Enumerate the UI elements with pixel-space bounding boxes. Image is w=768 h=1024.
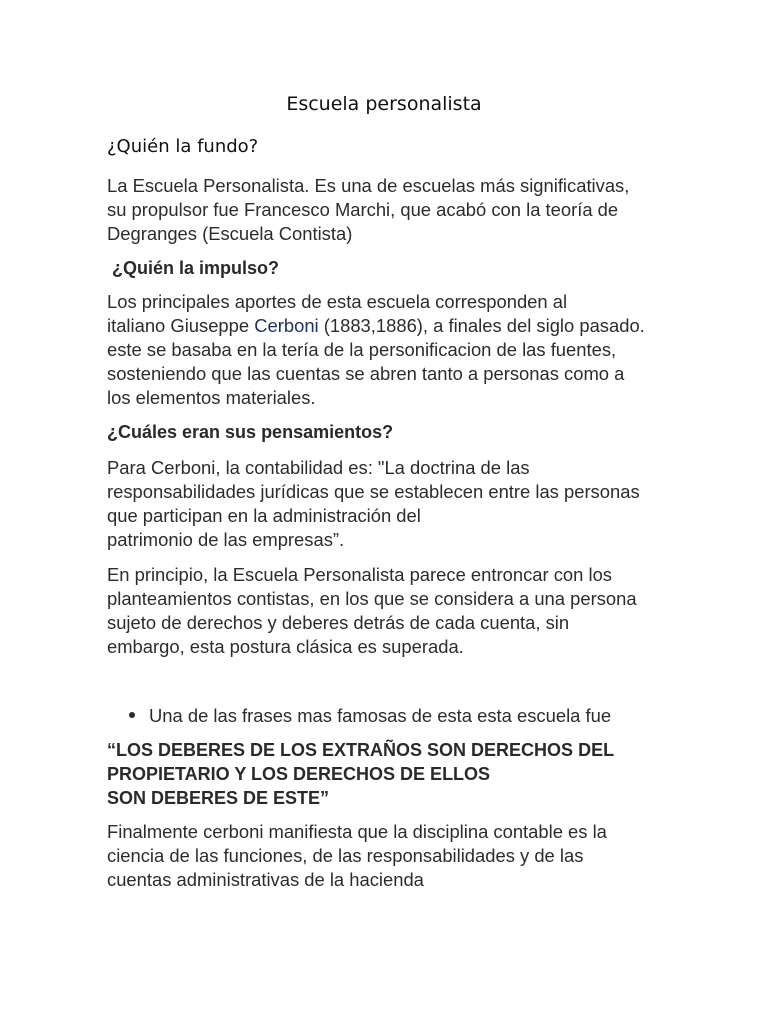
text-line: Para Cerboni, la contabilidad es: "La doctrina de las: [107, 457, 530, 478]
text-fragment: (1883,1886), a finales del siglo pasado.: [318, 315, 645, 336]
text-line: que participan en la administración del: [107, 505, 421, 526]
document-title: Escuela personalista: [286, 93, 482, 115]
text-line: patrimonio de las empresas”.: [107, 529, 345, 550]
text-line: embargo, esta postura clásica es superada.: [107, 636, 464, 657]
text-line: planteamientos contistas, en los que se considera a una persona: [107, 588, 637, 609]
text-line: Finalmente cerboni manifiesta que la disciplina contable es la: [107, 821, 607, 842]
heading-quien-la-impulso: ¿Quién la impulso?: [112, 258, 280, 278]
bullet-list-item: [129, 704, 611, 728]
cerboni-link[interactable]: Cerboni: [254, 315, 319, 336]
paragraph-fundacion: [107, 174, 707, 246]
text-line: cuentas administrativas de la hacienda: [107, 869, 424, 890]
paragraph-impulso: [107, 290, 707, 410]
paragraph-definicion: [107, 456, 707, 552]
heading-quien-la-fundo: ¿Quién la fundo?: [107, 136, 259, 157]
bullet-text: Una de las frases mas famosas de esta esta escuela fue: [149, 705, 612, 726]
text-line: sosteniendo que las cuentas se abren tanto a personas como a: [107, 363, 625, 384]
bullet-dot-icon: [129, 712, 135, 718]
text-line: Los principales aportes de esta escuela corresponden al: [107, 291, 568, 312]
text-line: este se basaba en la tería de la personificacion de las fuentes,: [107, 339, 617, 360]
quote-line: SON DEBERES DE ESTE”: [107, 788, 330, 808]
text-line: sujeto de derechos y deberes detrás de cada cuenta, sin: [107, 612, 570, 633]
text-line: su propulsor fue Francesco Marchi, que acabó con la teoría de: [107, 199, 619, 220]
paragraph-principio: [107, 563, 707, 659]
quote-line: PROPIETARIO Y LOS DERECHOS DE ELLOS: [107, 764, 491, 784]
text-line: responsabilidades jurídicas que se establecen entre las personas: [107, 481, 640, 502]
famous-quote: [107, 738, 614, 810]
text-line: ciencia de las funciones, de las responsabilidades y de las: [107, 845, 584, 866]
text-line: La Escuela Personalista. Es una de escuelas más significativas,: [107, 175, 630, 196]
text-line: Degranges (Escuela Contista): [107, 223, 353, 244]
paragraph-conclusion: [107, 820, 707, 892]
quote-line: “LOS DEBERES DE LOS EXTRAÑOS SON DERECHOS DEL: [107, 740, 615, 760]
text-line: En principio, la Escuela Personalista parece entroncar con los: [107, 564, 612, 585]
text-line: [107, 314, 707, 338]
text-line: los elementos materiales.: [107, 387, 316, 408]
heading-pensamientos: ¿Cuáles eran sus pensamientos?: [107, 422, 394, 442]
text-fragment: italiano Giuseppe: [107, 315, 255, 336]
